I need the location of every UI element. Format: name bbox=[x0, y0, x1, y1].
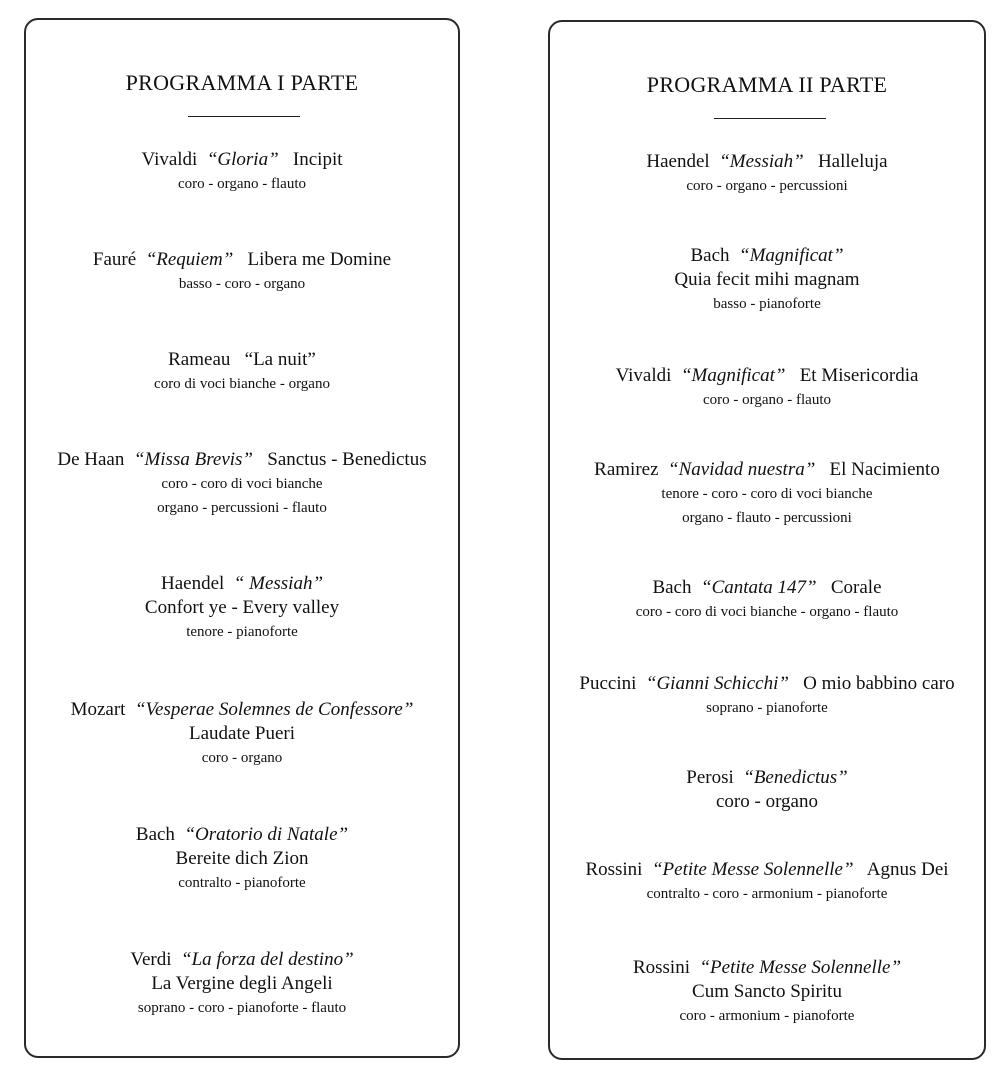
work-title: “Oratorio di Natale” bbox=[184, 824, 349, 845]
program-entry bbox=[26, 572, 458, 644]
movement-title: “La nuit” bbox=[244, 349, 316, 370]
movement-title: O mio babbino caro bbox=[803, 673, 955, 694]
composer-name: Mozart bbox=[70, 699, 126, 720]
work-title: “Cantata 147” bbox=[701, 577, 817, 598]
instrumentation: coro - coro di voci bianche bbox=[161, 476, 323, 492]
composer-name: Ramirez bbox=[594, 459, 659, 480]
movement-title: Agnus Dei bbox=[866, 859, 949, 880]
work-title: “Magnificat” bbox=[680, 365, 786, 386]
work-title: “La forza del destino” bbox=[181, 949, 354, 970]
program-entry bbox=[26, 348, 458, 396]
composer-name: Bach bbox=[690, 245, 730, 266]
work-title: “Petite Messe Solennelle” bbox=[651, 859, 854, 880]
entry-heading bbox=[550, 150, 984, 174]
instrumentation: coro - armonium - pianoforte bbox=[679, 1008, 855, 1024]
composer-name: Perosi bbox=[686, 767, 734, 788]
instrumentation: basso - pianoforte bbox=[713, 296, 821, 312]
entry-heading bbox=[26, 448, 458, 472]
instrumentation: coro - organo bbox=[201, 750, 283, 766]
movement-title: La Vergine degli Angeli bbox=[151, 973, 333, 994]
entry-heading bbox=[26, 948, 458, 972]
composer-name: Rossini bbox=[585, 859, 643, 880]
program-panel-part-1 bbox=[24, 18, 460, 1058]
instrumentation: coro - organo - flauto bbox=[702, 392, 831, 408]
work-title: “ Messiah” bbox=[233, 573, 324, 594]
work-title: “Magnificat” bbox=[739, 245, 844, 266]
composer-name: Rossini bbox=[632, 957, 690, 978]
movement-title: Incipit bbox=[292, 149, 343, 170]
movement-title: Confort ye - Every valley bbox=[144, 597, 340, 618]
title-divider bbox=[714, 118, 826, 119]
entry-heading bbox=[26, 348, 458, 372]
entry-heading bbox=[550, 858, 984, 882]
program-panel-part-2 bbox=[548, 20, 986, 1060]
program-entry bbox=[550, 244, 984, 316]
instrumentation: coro - organo - flauto bbox=[177, 176, 306, 192]
program-entry bbox=[26, 248, 458, 296]
program-entry bbox=[26, 823, 458, 895]
instrumentation: organo - flauto - percussioni bbox=[682, 510, 852, 526]
program-entry bbox=[26, 698, 458, 770]
program-entry bbox=[550, 150, 984, 198]
program-entry bbox=[26, 948, 458, 1020]
instrumentation: contralto - pianoforte bbox=[178, 875, 306, 891]
composer-name: Vivaldi bbox=[141, 149, 198, 170]
instrumentation: coro di voci bianche - organo bbox=[154, 376, 330, 392]
composer-name: Rameau bbox=[168, 349, 231, 370]
program-entry bbox=[550, 458, 984, 530]
title-divider bbox=[188, 116, 300, 117]
movement-title: Laudate Pueri bbox=[188, 723, 296, 744]
composer-name: Vivaldi bbox=[615, 365, 672, 386]
panel-title: PROGRAMMA I PARTE bbox=[125, 70, 359, 95]
work-title: “Navidad nuestra” bbox=[668, 459, 816, 480]
program-entry bbox=[550, 672, 984, 720]
program-entry bbox=[550, 766, 984, 814]
instrumentation: tenore - pianoforte bbox=[186, 624, 298, 640]
entry-heading bbox=[550, 672, 984, 696]
work-title: “Petite Messe Solennelle” bbox=[699, 957, 902, 978]
entry-heading bbox=[26, 572, 458, 596]
composer-name: Haendel bbox=[160, 573, 225, 594]
entry-heading bbox=[26, 823, 458, 847]
instrumentation: coro - organo - percussioni bbox=[686, 178, 848, 194]
entry-heading bbox=[26, 698, 458, 722]
work-title: “Gloria” bbox=[206, 149, 279, 170]
instrumentation: basso - coro - organo bbox=[178, 276, 306, 292]
work-title: “Messiah” bbox=[719, 151, 804, 172]
movement-title: Libera me Domine bbox=[247, 249, 392, 270]
composer-name: De Haan bbox=[57, 449, 125, 470]
entry-heading bbox=[550, 244, 984, 268]
movement-title: Et Misericordia bbox=[799, 365, 919, 386]
movement-title: Quia fecit mihi magnam bbox=[674, 269, 860, 290]
instrumentation: organo - percussioni - flauto bbox=[157, 500, 327, 516]
composer-name: Puccini bbox=[579, 673, 637, 694]
entry-heading bbox=[26, 148, 458, 172]
movement-title: El Nacimiento bbox=[829, 459, 940, 480]
entry-heading bbox=[550, 766, 984, 790]
instrumentation: tenore - coro - coro di voci bianche bbox=[661, 486, 873, 502]
movement-title: Bereite dich Zion bbox=[175, 848, 309, 869]
composer-name: Bach bbox=[652, 577, 692, 598]
composer-name: Bach bbox=[135, 824, 175, 845]
entry-heading bbox=[550, 956, 984, 980]
program-entry bbox=[550, 576, 984, 624]
composer-name: Haendel bbox=[646, 151, 710, 172]
instrumentation: soprano - pianoforte bbox=[706, 700, 828, 716]
entry-heading bbox=[550, 364, 984, 388]
program-entry bbox=[26, 448, 458, 520]
instrumentation: coro - coro di voci bianche - organo - flauto bbox=[635, 604, 899, 620]
instrumentation: contralto - coro - armonium - pianoforte bbox=[646, 886, 888, 902]
panel-title: PROGRAMMA II PARTE bbox=[646, 72, 888, 97]
program-entry bbox=[550, 364, 984, 412]
work-title: “Benedictus” bbox=[743, 767, 848, 788]
work-title: “Requiem” bbox=[145, 249, 234, 270]
entry-heading bbox=[26, 248, 458, 272]
program-entry bbox=[550, 858, 984, 906]
work-title: “Missa Brevis” bbox=[133, 449, 253, 470]
work-title: “Vesperae Solemnes de Confessore” bbox=[134, 699, 414, 720]
entry-heading bbox=[550, 576, 984, 600]
instrumentation: soprano - coro - pianoforte - flauto bbox=[137, 1000, 347, 1016]
movement-title: Sanctus - Benedictus bbox=[267, 449, 427, 470]
movement-title: coro - organo bbox=[715, 791, 818, 812]
movement-title: Corale bbox=[830, 577, 882, 598]
movement-title: Halleluja bbox=[817, 151, 888, 172]
work-title: “Gianni Schicchi” bbox=[645, 673, 789, 694]
composer-name: Verdi bbox=[130, 949, 172, 970]
entry-heading bbox=[550, 458, 984, 482]
program-entry bbox=[550, 956, 984, 1028]
composer-name: Fauré bbox=[92, 249, 137, 270]
movement-title: Cum Sancto Spiritu bbox=[692, 981, 842, 1002]
program-entry bbox=[26, 148, 458, 196]
